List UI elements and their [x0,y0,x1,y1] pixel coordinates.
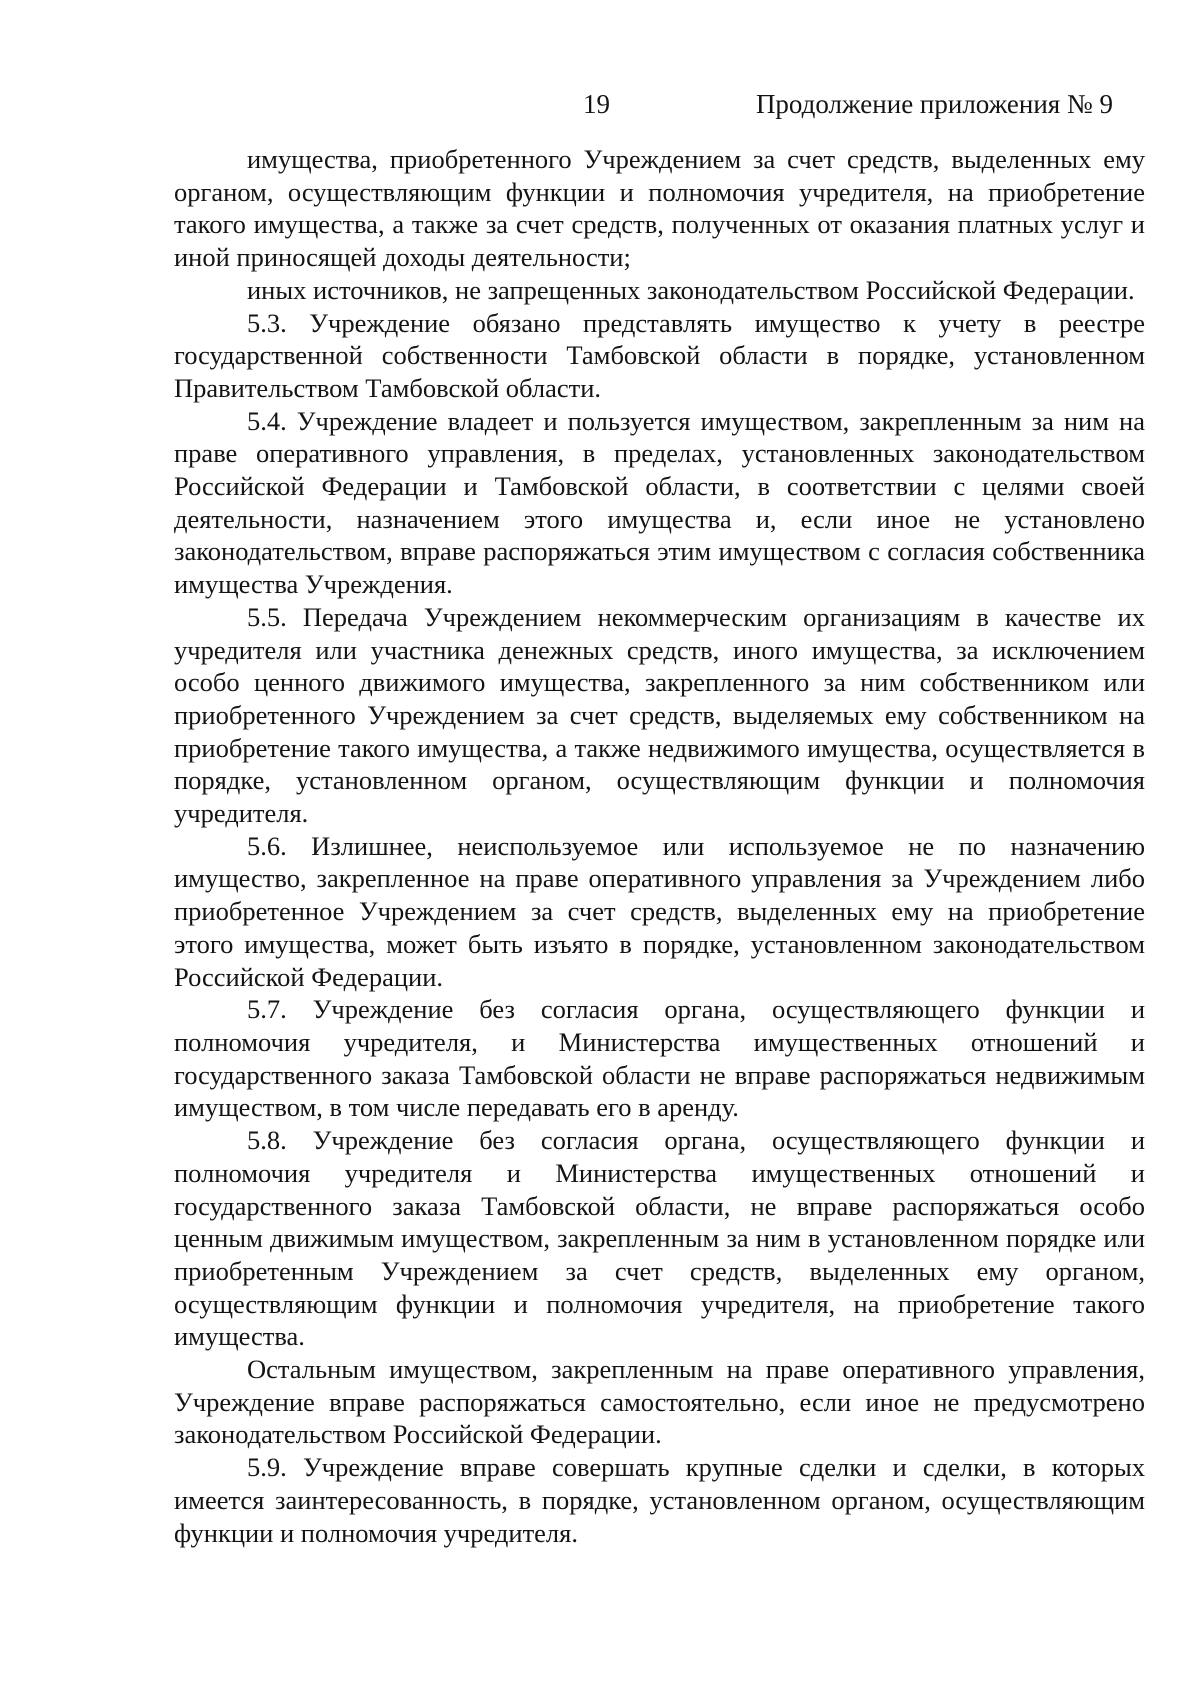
paragraph-property-sources-continued: имущества, приобретенного Учреждением за счет средств, выделенных ему органом, осуществляющим функции и полномочия учредителя, на приобретение такого имущества, а также за счет средств, полученных от оказания платных услуг и иной приносящей доходы деятельности; [174,144,1145,273]
page-number: 19 [583,89,610,119]
page-header [0,84,1200,124]
header-title: Продолжение приложения № 9 [755,89,1113,119]
paragraph-remaining-property: Остальным имуществом, закрепленным на праве оперативного управления, Учреждение вправе распоряжаться самостоятельно, если иное не предусмотрено законодательством Российской Федерации. [174,1354,1145,1450]
paragraph-5-7: 5.7. Учреждение без согласия органа, осуществляющего функции и полномочия учредителя, и Министерства имущественных отношений и государственного заказа Тамбовской области не вправе распоряжаться недвижимым имуществом, в том числе передавать его в аренду. [174,994,1145,1123]
document-body [174,143,1145,1549]
paragraph-5-6: 5.6. Излишнее, неиспользуемое или используемое не по назначению имущество, закрепленное на праве оперативного управления за Учреждением либо приобретенное Учреждением за счет средств, выделенных ему на приобретение этого имущества, может быть изъято в порядке, установленном законодательством Российской Федерации. [174,830,1145,992]
paragraph-5-5: 5.5. Передача Учреждением некоммерческим организациям в качестве их учредителя или участника денежных средств, иного имущества, за исключением особо ценного движимого имущества, закрепленного за ним собственником или приобретенного Учреждением за счет средств, выделяемых ему собственником на приобретение такого имущества, а также недвижимого имущества, осуществляется в порядке, установленном органом, осуществляющим функции и полномочия учредителя. [174,601,1145,829]
paragraph-5-8: 5.8. Учреждение без согласия органа, осуществляющего функции и полномочия учредителя и Министерства имущественных отношений и государственного заказа Тамбовской области, не вправе распоряжаться особо ценным движимым имуществом, закрепленным за ним в установленном порядке или приобретенным Учреждением за счет средств, выделенных ему органом, осуществляющим функции и полномочия учредителя, на приобретение такого имущества. [174,1125,1145,1352]
paragraph-other-sources: иных источников, не запрещенных законодательством Российской Федерации. [247,274,1135,305]
paragraph-5-3: 5.3. Учреждение обязано представлять имущество к учету в реестре государственной собственности Тамбовской области в порядке, установленном Правительством Тамбовской области. [174,307,1145,403]
paragraph-5-9: 5.9. Учреждение вправе совершать крупные сделки и сделки, в которых имеется заинтересованность, в порядке, установленном органом, осуществляющим функции и полномочия учредителя. [174,1452,1145,1548]
paragraph-5-4: 5.4. Учреждение владеет и пользуется имуществом, закрепленным за ним на праве оперативного управления, в пределах, установленных законодательством Российской Федерации и Тамбовской области, в соответствии с целями своей деятельности, назначением этого имущества и, если иное не установлено законодательством, вправе распоряжаться этим имуществом с согласия собственника имущества Учреждения. [174,405,1145,600]
